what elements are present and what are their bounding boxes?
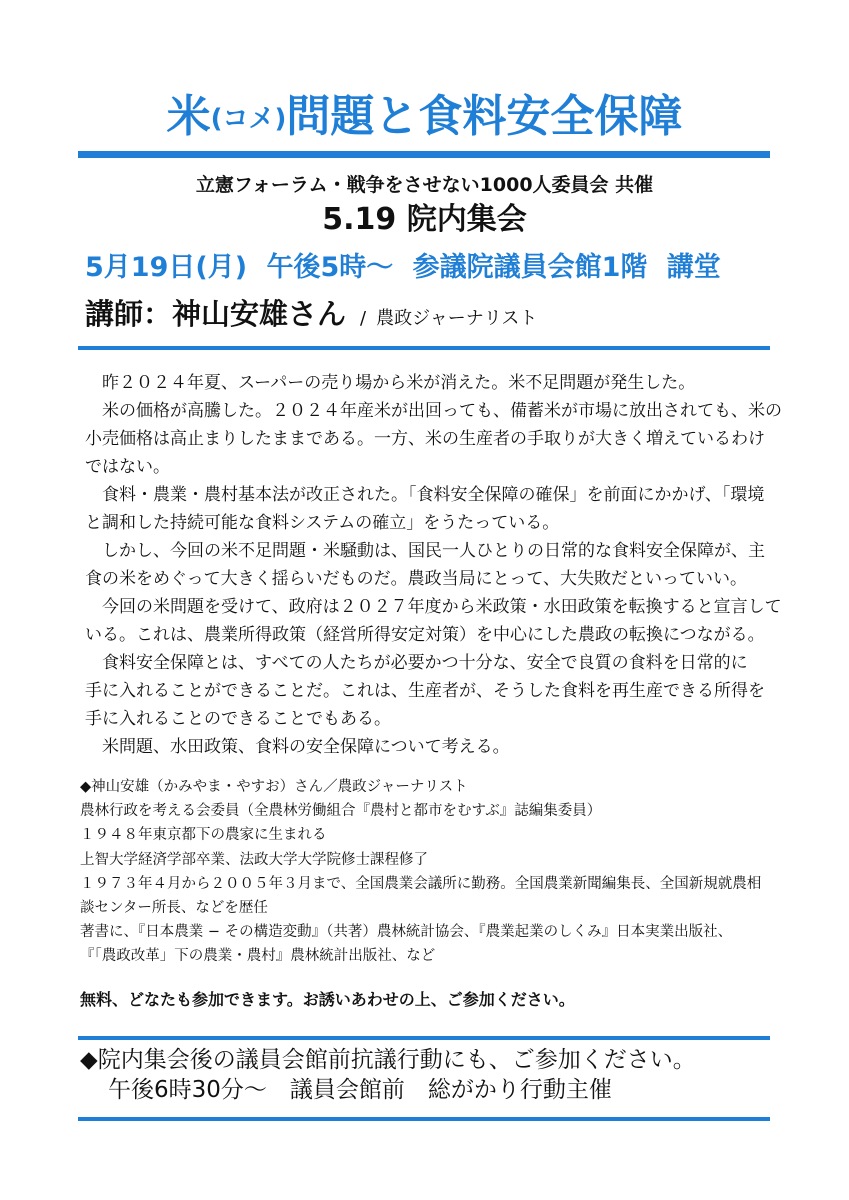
followup-line: 午後6時30分〜 議員会館前 総がかり行動主催 — [108, 1077, 612, 1103]
body-line: と調和した持続可能な食料システムの確立」をうたっている。 — [85, 513, 560, 533]
profile-line: １９７３年４月から２００５年３月まで、全国農業会議所に勤務。全国農業新聞編集長、全国新規就農相 — [80, 875, 762, 892]
admission-notice: 無料、どなたも参加できます。お誘いあわせの上、ご参加ください。 — [80, 990, 575, 1009]
followup-bottom-divider — [78, 1117, 770, 1121]
profile-line: ◆神山安雄（かみやま・やすお）さん／農政ジャーナリスト — [80, 779, 468, 795]
lecturer-profile — [80, 775, 761, 969]
profile-line: 著書に、『日本農業 − その構造変動』（共著）農林統計協会、『農業起業のしくみ』日本実業出版社、 — [80, 924, 733, 941]
title-main-after: 問題と食料安全保障 — [286, 91, 683, 142]
lecturer-line — [85, 295, 537, 338]
profile-line: 農林行政を考える会委員（全農林労働組合『農村と都市をむすぶ』誌編集委員） — [80, 803, 602, 820]
lecturer-role: 農政ジャーナリスト — [376, 308, 538, 329]
title-reading: (コメ) — [210, 104, 287, 134]
organizers: 立憲フォーラム・戦争をさせない1000人委員会 共催 — [195, 174, 654, 196]
body-line: 今回の米問題を受けて、政府は２０２７年度から米政策・水田政策を転換すると宣言して — [102, 597, 782, 617]
body-line: 米問題、水田政策、食料の安全保障について考える。 — [102, 737, 510, 757]
lecturer-label: 講師：神山安雄さん — [85, 297, 347, 331]
body-line: 手に入れることのできることでもある。 — [85, 709, 391, 729]
profile-line: 談センター所長、などを歴任 — [80, 899, 268, 916]
body-line: 食料・農業・農村基本法が改正された。「食料安全保障の確保」を前面にかかげ、「環境 — [102, 485, 765, 505]
body-line: 手に入れることができることだ。これは、生産者が、そうした食料を再生産できる所得を — [85, 681, 765, 701]
body-line: ではない。 — [85, 457, 170, 477]
body-line: いる。これは、農業所得政策（経営所得安定対策）を中心にした農政の転換につながる。 — [85, 625, 765, 645]
title-divider — [78, 151, 770, 158]
body-line: 米の価格が高騰した。２０２４年産米が出回っても、備蓄米が市場に放出されても、米の — [102, 401, 782, 421]
profile-line: １９４８年東京都下の農家に生まれる — [80, 827, 327, 844]
profile-line: 上智大学経済学部卒業、法政大学大学院修士課程修了 — [80, 851, 428, 868]
body-line: 食の米をめぐって大きく揺らいだものだ。農政当局にとって、大失敗だといっていい。 — [85, 569, 747, 589]
body-line: 昨２０２４年夏、スーパーの売り場から米が消えた。米不足問題が発生した。 — [102, 373, 696, 393]
body-text — [85, 369, 782, 761]
body-line: 食料安全保障とは、すべての人たちが必要かつ十分な、安全で良質の食料を日常的に — [102, 653, 748, 673]
body-line: しかし、今回の米不足問題・米騒動は、国民一人ひとりの日常的な食料安全保障が、主 — [102, 541, 765, 561]
lecturer-separator: / — [360, 308, 367, 329]
body-line: 小売価格は高止まりしたままである。一方、米の生産者の手取りが大きく増えているわけ — [85, 429, 765, 449]
followup-top-divider — [78, 1036, 770, 1040]
followup-action — [80, 1045, 696, 1105]
event-datetime-place: 5月19日(月) 午後5時〜 参議院議員会館1階 講堂 — [85, 252, 721, 283]
profile-line: 『「農政改革」下の農業・農村』農林統計出版社、など — [80, 948, 436, 965]
flyer-title — [0, 90, 849, 146]
followup-line: ◆院内集会後の議員会館前抗議行動にも、ご参加ください。 — [80, 1047, 696, 1073]
title-main-before: 米 — [166, 91, 211, 142]
event-name: 5.19 院内集会 — [322, 202, 527, 237]
header-divider — [78, 346, 770, 350]
